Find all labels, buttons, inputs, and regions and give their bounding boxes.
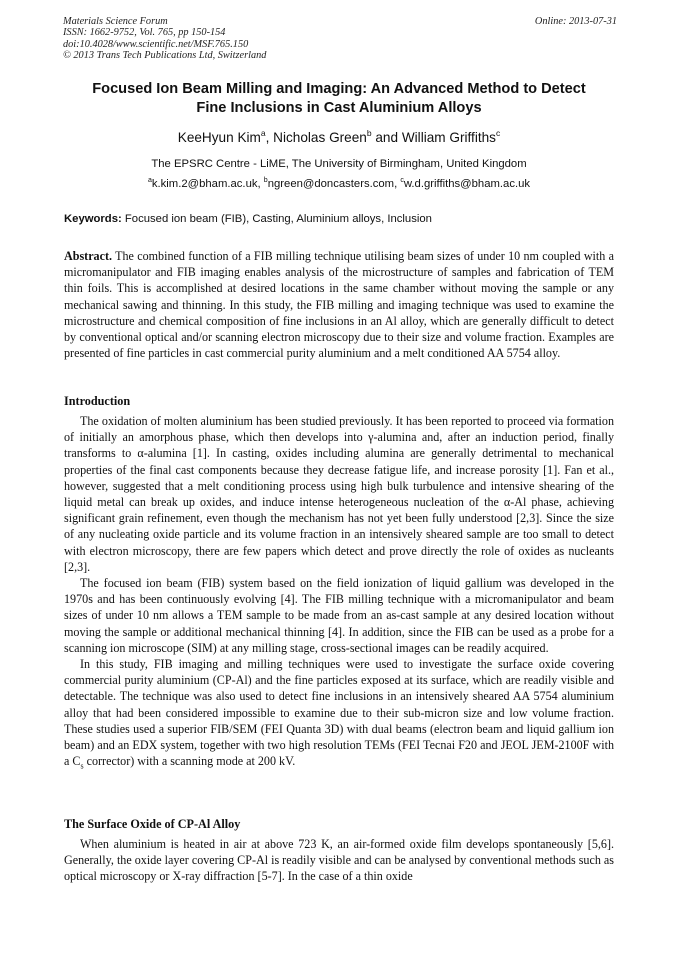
author-name: William Griffiths xyxy=(401,130,496,145)
abstract-text: The combined function of a FIB milling technique utilising beam sizes of under 10 nm coupled with a micromanipulator and FIB imaging enables analysis of the microstructure of samples and fabrication of TEM thin foils. This is accomplished at desired locations in the same chamber without moving the sample or any mechanical sawing and thinning. In this study, the FIB milling and imaging technique was used to examine the microstructure and chemical composition of fine inclusions in an Al alloy, which are generally difficult to detect by conventional optical and/or scanning electron microscopy due to their size and volume fraction. Examples are presented of fine particles in cast commercial purity aluminium and a melt conditioned AA 5754 alloy. xyxy=(64,249,614,361)
intro-paragraph: The oxidation of molten aluminium has been studied previously. It has been reported to proceed via formation of initially an amorphous phase, which then develops into γ-alumina and, after an induction period, finally transforms to α-alumina [1]. In casting, oxides including alumina are generally detrimental to mechanical properties of the final cast components because they decrease fatigue life, and increase porosity [1]. Fan et al., however, suggested that a melt conditioning process using high bulk turbulence and intensive shearing of the liquid metal can break up oxides, and induce intense heterogeneous nucleation of the α-Al phase, achieving significant grain refinement, even though the mechanism has not yet been fully understood [2,3]. Since the size of any nucleating oxide particle and its volume fraction in an intensively sheared sample are too small to detect with electron microscopy, there are few papers which detect and prove directly the role of oxides as nucleants [2,3]. xyxy=(64,414,614,574)
introduction-heading: Introduction xyxy=(64,394,131,408)
abstract-section xyxy=(64,248,614,361)
author-mark: b xyxy=(366,128,372,138)
author-name: Nicholas Green xyxy=(273,130,367,145)
issn-line: ISSN: 1662-9752, Vol. 765, pp 150-154 xyxy=(63,27,226,39)
cs-subscript: s xyxy=(80,761,84,771)
email-mark: c xyxy=(400,177,404,184)
journal-name: Materials Science Forum xyxy=(63,16,168,27)
email-link[interactable]: w.d.griffiths@bham.ac.uk xyxy=(403,178,531,190)
author-emails xyxy=(30,177,648,191)
author-list xyxy=(30,129,648,146)
surface-oxide-heading: The Surface Oxide of CP-Al Alloy xyxy=(64,817,241,831)
intro-paragraph xyxy=(64,656,614,769)
title-line-1: Focused Ion Beam Milling and Imaging: An Advanced Method to Detect xyxy=(92,81,586,97)
keywords-text: Focused ion beam (FIB), Casting, Aluminium alloys, Inclusion xyxy=(124,213,432,225)
abstract-paragraph xyxy=(64,248,614,361)
author-name: KeeHyun Kim xyxy=(177,130,261,145)
surface-paragraph: When aluminium is heated in air at above 723 K, an air-formed oxide film develops spontaneously [5,6]. Generally, the oxide layer covering CP-Al is readily visible and can be analysed by conventional methods such as optical microscopy or X-ray diffraction [5-7]. In the case of a thin oxide xyxy=(64,837,614,884)
email-separator: , xyxy=(394,178,401,190)
copyright-line: © 2013 Trans Tech Publications Ltd, Switzerland xyxy=(63,50,267,62)
intro-p3-tail: corrector) with a scanning mode at 200 kV. xyxy=(83,754,296,769)
intro-p3-text: In this study, FIB imaging and milling techniques were used to investigate the surface oxide covering commercial purity aluminium (CP-Al) and the fine particles exposed at its surface, which are readily visible and detectable. The technique was also used to detect fine inclusions in an intensively sheared AA 5754 aluminium alloy that had been considered impossible to examine due to their sub-micron size and low volume fraction. These studies used a superior FIB/SEM (FEI Quanta 3D) with dual beams (electron beam and liquid gallium ion beam) and an EDX system, together with two high resolution TEMs (FEI Tecnai F20 and JEOL JEM-2100F with a C xyxy=(64,657,614,769)
author-mark: c xyxy=(495,128,501,138)
author-separator: , xyxy=(265,130,274,145)
intro-paragraph: The focused ion beam (FIB) system based on the field ionization of liquid gallium was developed in the 1970s and has been continuously evolving [4]. The FIB milling technique with a micromanipulator and beam sizes of under 10 nm allows a TEM sample to be made from an as-cast sample at any desired location without moving the sample or additional mechanical thinning [4]. In addition, since the FIB can be used as a probe for a scanning ion microscope (SIM) at any milling stage, cross-sectional images can be readily acquired. xyxy=(64,576,614,655)
author-separator: and xyxy=(371,130,402,145)
doi-line: doi:10.4028/www.scientific.net/MSF.765.150 xyxy=(63,38,249,50)
email-mark: b xyxy=(263,177,268,184)
introduction-section xyxy=(64,413,614,769)
author-mark: a xyxy=(260,128,266,138)
affiliation: The EPSRC Centre - LiME, The University of Birmingham, United Kingdom xyxy=(151,158,527,170)
journal-header xyxy=(63,16,617,62)
email-link[interactable]: k.kim.2@bham.ac.uk xyxy=(151,178,258,190)
email-mark: a xyxy=(147,177,152,184)
online-date: Online: 2013-07-31 xyxy=(534,16,617,27)
abstract-label: Abstract. xyxy=(64,249,113,263)
keywords-label: Keywords: xyxy=(64,213,122,225)
title-line-2: Fine Inclusions in Cast Aluminium Alloys xyxy=(196,100,482,116)
email-separator: , xyxy=(257,178,264,190)
paper-title xyxy=(40,80,638,118)
email-link[interactable]: ngreen@doncasters.com xyxy=(267,178,395,190)
surface-oxide-section xyxy=(64,836,614,885)
keywords-line xyxy=(64,212,616,226)
